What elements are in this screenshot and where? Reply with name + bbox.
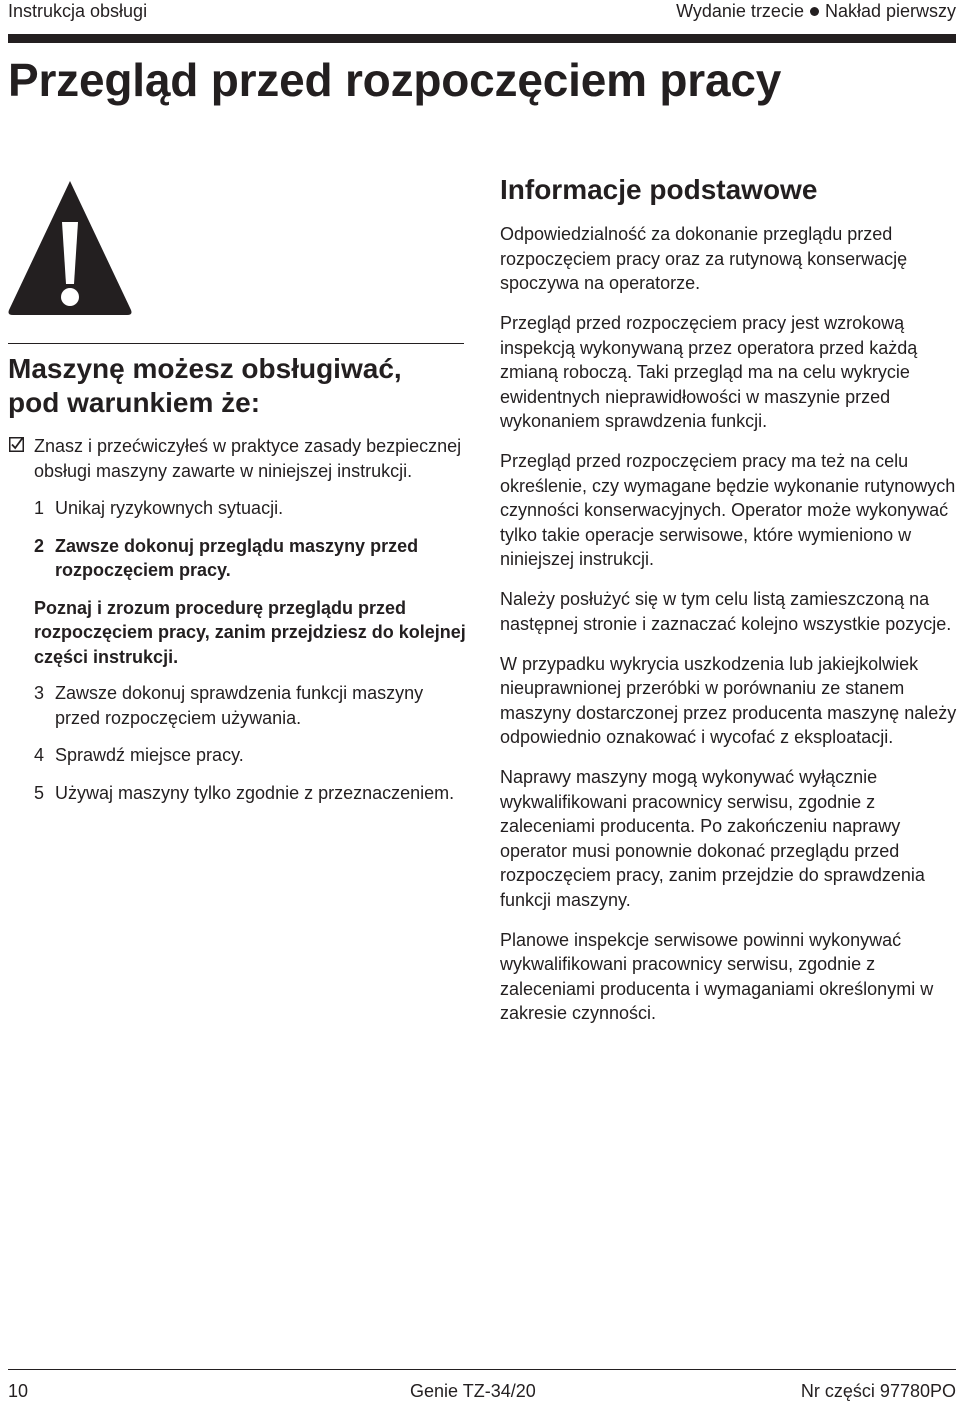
paragraph: Przegląd przed rozpoczęciem pracy ma też na celu określenie, czy wymagane będzie wykonanie rutynowych czynności konserwacyjnych. Operator może wykonywać tylko takie operacje serwisowe, które wymieniono w niniejszej instrukcji. xyxy=(500,451,956,569)
header-manual-title: Instrukcja obsługi xyxy=(8,1,148,21)
checkbox-checked-icon xyxy=(9,437,24,452)
paragraph: Planowe inspekcje serwisowe powinni wykonywać wykwalifikowani pracownicy serwisu, zgodnie z zaleceniami producenta i wymaganiami określonymi w zakresie czynności. xyxy=(500,929,934,1023)
left-conditions-list xyxy=(8,434,468,805)
paragraph: Należy posłużyć się w tym celu listą zamieszczoną na następnej stronie i zaznaczać kolejno wszystkie pozycje. xyxy=(500,589,952,634)
paragraph: Naprawy maszyny mogą wykonywać wyłącznie wykwalifikowani pracownicy serwisu, zgodnie z zaleceniami producenta. Po zakończeniu naprawy operator musi ponownie dokonać przeglądu przed rozpoczęciem pracy, zanim przejdzie do sprawdzenia funkcji maszyny. xyxy=(500,767,925,910)
left-heading-line2: pod warunkiem że: xyxy=(8,387,261,418)
list-number: 1 xyxy=(34,498,45,518)
list-number: 3 xyxy=(34,683,45,703)
page-number: 10 xyxy=(8,1381,29,1401)
bold-note: Poznaj i zrozum procedurę przeglądu przed rozpoczęciem pracy, zanim przejdziesz do kolejnej części instrukcji. xyxy=(34,597,466,667)
warning-triangle-icon xyxy=(6,178,134,318)
footer-rule xyxy=(8,1369,956,1370)
paragraph: W przypadku wykrycia uszkodzenia lub jakiejkolwiek nieuprawnionej przeróbki w porównaniu ze stanem maszyny dostarczonej przez producenta maszynę należy odpowiednio oznakować i wycofać z eksploatacji. xyxy=(500,653,957,747)
header-edition xyxy=(676,0,956,22)
list-item-5 xyxy=(8,781,468,806)
footer-model: Genie TZ-34/20 xyxy=(410,1381,536,1401)
list-item-3 xyxy=(8,681,468,730)
list-item-text: Zawsze dokonuj sprawdzenia funkcji maszyny przed rozpoczęciem używania. xyxy=(55,683,424,728)
section-divider xyxy=(8,343,464,344)
checkbox-item-text: Znasz i przećwiczyłeś w praktyce zasady bezpiecznej obsługi maszyny zawarte w niniejszej instrukcji. xyxy=(34,436,462,481)
list-item-text: Unikaj ryzykownych sytuacji. xyxy=(55,498,284,518)
header-rule xyxy=(8,34,956,43)
list-item-text: Sprawdź miejsce pracy. xyxy=(55,745,244,765)
checkbox-item xyxy=(8,434,468,483)
paragraph: Odpowiedzialność za dokonanie przeglądu przed rozpoczęciem pracy oraz za rutynową konserwację spoczywa na operatorze. xyxy=(500,224,908,293)
list-item-2 xyxy=(8,534,468,583)
header-edition-text: Wydanie trzecie xyxy=(676,1,804,21)
page-title: Przegląd przed rozpoczęciem pracy xyxy=(8,54,782,106)
right-info-column xyxy=(500,222,958,1041)
header-printing-text: Nakład pierwszy xyxy=(824,1,956,21)
list-item-text: Używaj maszyny tylko zgodnie z przeznaczeniem. xyxy=(55,782,455,803)
paragraph: Przegląd przed rozpoczęciem pracy jest wzrokową inspekcją wykonywaną przez operatora przed każdą zmianą roboczą. Taki przegląd ma na celu wykrycie ewidentnych nieprawidłowości w maszynie przed wykonaniem sprawdzenia funkcji. xyxy=(500,313,918,431)
list-item-text: Zawsze dokonuj przeglądu maszyny przed rozpoczęciem pracy. xyxy=(55,535,419,580)
list-number: 2 xyxy=(34,535,45,556)
list-item-4 xyxy=(8,743,468,768)
right-section-heading: Informacje podstawowe xyxy=(500,174,818,205)
bullet-dot-icon xyxy=(810,7,819,16)
list-number: 4 xyxy=(34,745,45,765)
left-heading-line1: Maszynę możesz obsługiwać, xyxy=(8,353,402,384)
footer-part-number: Nr części 97780PO xyxy=(800,1381,956,1401)
list-item-1 xyxy=(8,496,468,521)
list-number: 5 xyxy=(34,782,45,803)
left-section-heading xyxy=(8,352,468,420)
